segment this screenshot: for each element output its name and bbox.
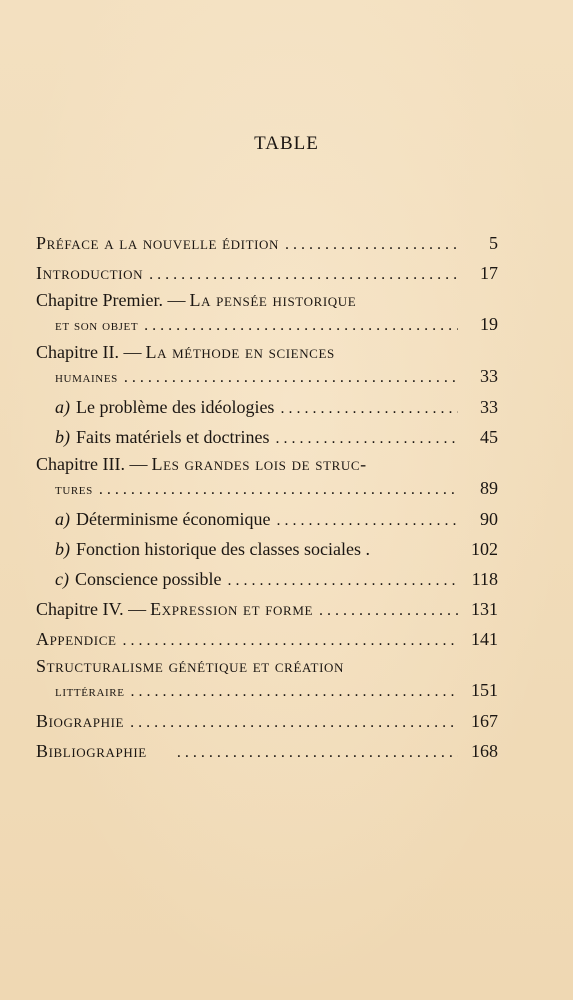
dot-leader: [117, 626, 458, 656]
table-of-contents: [36, 228, 498, 766]
toc-entry-appendice: [36, 624, 498, 654]
toc-page-number: 151: [471, 680, 498, 700]
dot-leader: [125, 681, 458, 703]
toc-entry-section: [36, 564, 498, 594]
toc-entry-section: [36, 534, 498, 564]
section-marker: a): [55, 397, 70, 417]
chapter-prefix: Chapitre II. —: [36, 342, 142, 362]
section-marker: b): [55, 539, 70, 559]
toc-page-number: 45: [480, 427, 498, 447]
toc-entry-section: [36, 422, 498, 452]
toc-page-number: 167: [471, 711, 498, 731]
dot-leader: [269, 424, 458, 454]
dot-leader: [279, 230, 458, 260]
toc-entry-label: Biographie: [36, 711, 125, 731]
toc-page-number: 17: [480, 263, 498, 283]
toc-page-number: 33: [480, 366, 498, 386]
dot-leader: [124, 708, 458, 738]
chapter-prefix: Chapitre IV. —: [36, 599, 147, 619]
toc-entry-label: Appendice: [36, 629, 117, 649]
dot-leader: [270, 506, 458, 536]
toc-entry-chapter-2: [36, 340, 498, 392]
toc-page-number: 19: [480, 314, 498, 334]
toc-page-number: 131: [471, 599, 498, 619]
chapter-prefix: Chapitre Premier. —: [36, 290, 186, 310]
toc-entry-label: Les grandes lois de struc-: [151, 454, 367, 474]
toc-entry-section: [36, 504, 498, 534]
toc-page-number: 141: [471, 629, 498, 649]
section-marker: b): [55, 427, 70, 447]
toc-entry-preface: [36, 228, 498, 258]
dot-leader: [93, 479, 458, 501]
toc-entry-chapter-4: [36, 594, 498, 624]
toc-page-number: 118: [471, 569, 498, 589]
toc-entry-label: Conscience possible: [74, 569, 222, 589]
toc-entry-label: La méthode en sciences: [145, 342, 335, 362]
toc-entry-chapter-3: [36, 452, 498, 504]
dot-leader: [274, 394, 458, 424]
section-marker: a): [55, 509, 70, 529]
page-title: TABLE: [254, 133, 319, 154]
toc-entry-label: Introduction: [36, 263, 144, 283]
dot-leader: [221, 566, 458, 596]
toc-entry-structuralisme: [36, 654, 498, 706]
toc-entry-chapter-1: [36, 288, 498, 340]
toc-entry-label: Structuralisme génétique et création: [36, 656, 344, 676]
toc-page-number: 5: [489, 233, 498, 253]
toc-page-number: 90: [480, 509, 498, 529]
toc-entry-label: Préface a la nouvelle édition: [36, 233, 280, 253]
toc-entry-label: Expression et forme: [150, 599, 314, 619]
dot-leader: [118, 367, 458, 389]
chapter-prefix: Chapitre III. —: [36, 454, 148, 474]
toc-entry-label: Bibliographie: [36, 741, 147, 761]
section-marker: c): [55, 569, 69, 589]
toc-entry-label-continued: tures: [55, 482, 93, 498]
toc-entry-label-continued: littéraire: [55, 684, 125, 700]
toc-entry-label: Déterminisme économique: [76, 509, 271, 529]
dot-leader: [138, 315, 458, 337]
toc-entry-biographie: [36, 706, 498, 736]
toc-entry-label-continued: et son objet: [55, 318, 139, 334]
toc-entry-label: La pensée historique: [189, 290, 357, 310]
toc-entry-section: [36, 392, 498, 422]
toc-entry-label: Faits matériels et doctrines: [76, 427, 270, 447]
dot-leader: [313, 596, 458, 626]
toc-entry-label: Le problème des idéologies: [76, 397, 275, 417]
toc-entry-introduction: [36, 258, 498, 288]
toc-entry-label-continued: humaines: [55, 370, 118, 386]
toc-page-number: 102: [471, 539, 498, 559]
toc-page-number: 89: [480, 478, 498, 498]
dot-leader: [143, 260, 458, 290]
dot-leader: [147, 738, 458, 768]
toc-page-number: 168: [471, 741, 498, 761]
toc-entry-bibliographie: [36, 736, 498, 766]
toc-entry-label: Fonction historique des classes sociales .: [76, 539, 370, 559]
toc-page-number: 33: [480, 397, 498, 417]
